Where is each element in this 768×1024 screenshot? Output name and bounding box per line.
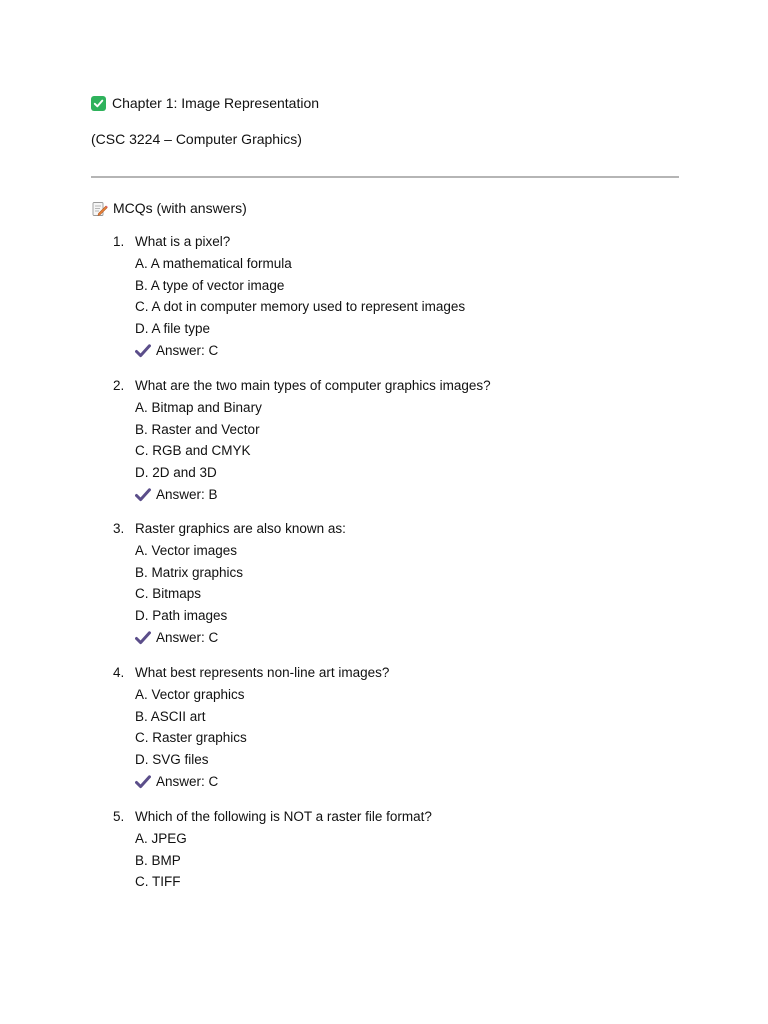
answer-text: Answer: B — [156, 487, 218, 503]
answer-line — [113, 484, 673, 506]
answer-line — [113, 340, 673, 362]
heavy-check-mark-icon — [135, 631, 151, 645]
question-text: Which of the following is NOT a raster file format? — [135, 809, 432, 824]
chapter-title: Chapter 1: Image Representation — [112, 95, 320, 111]
heavy-check-mark-icon — [135, 344, 151, 358]
heavy-check-mark-icon — [135, 775, 151, 789]
question-item — [113, 518, 673, 649]
question-number: 2. — [113, 378, 125, 393]
question-item — [113, 375, 673, 506]
option-d: D. 2D and 3D — [135, 465, 217, 480]
question-text: What are the two main types of computer graphics images? — [135, 378, 491, 393]
option-b: B. Matrix graphics — [135, 564, 244, 580]
question-number: 4. — [113, 665, 125, 680]
section-heading — [91, 198, 247, 218]
answer-text: Answer: C — [156, 630, 219, 646]
answer-text: Answer: C — [156, 774, 219, 790]
white-check-mark-icon — [91, 96, 106, 111]
question-number: 3. — [113, 521, 125, 536]
option-a: A. Vector images — [135, 542, 238, 558]
option-a: A. Vector graphics — [135, 686, 245, 702]
option-a: A. A mathematical formula — [135, 255, 292, 271]
option-c: C. RGB and CMYK — [135, 443, 251, 459]
option-c: C. Raster graphics — [135, 730, 247, 746]
horizontal-divider — [91, 176, 679, 178]
answer-text: Answer: C — [156, 343, 219, 359]
option-c: C. TIFF — [135, 874, 181, 890]
answer-line — [113, 771, 673, 793]
question-number: 1. — [113, 234, 125, 249]
option-c: C. Bitmaps — [135, 586, 202, 602]
course-subtitle: (CSC 3224 – Computer Graphics) — [91, 131, 302, 147]
option-d: D. Path images — [135, 608, 228, 623]
question-item — [113, 662, 673, 793]
question-text: Raster graphics are also known as: — [135, 521, 346, 536]
option-d: D. A file type — [135, 321, 211, 336]
option-a: A. Bitmap and Binary — [135, 399, 262, 415]
option-c: C. A dot in computer memory used to represent images — [135, 299, 466, 315]
question-text: What best represents non-line art images? — [135, 665, 390, 680]
option-d: D. SVG files — [135, 752, 209, 767]
heavy-check-mark-icon — [135, 488, 151, 502]
memo-icon — [91, 200, 108, 217]
question-item — [113, 231, 673, 362]
option-b: B. BMP — [135, 852, 181, 868]
question-text: What is a pixel? — [135, 234, 231, 249]
answer-line — [113, 627, 673, 649]
option-b: B. A type of vector image — [135, 277, 285, 293]
option-b: B. Raster and Vector — [135, 421, 260, 437]
section-title: MCQs (with answers) — [113, 200, 247, 216]
option-a: A. JPEG — [135, 830, 187, 846]
chapter-heading — [91, 93, 319, 113]
question-number: 5. — [113, 809, 125, 824]
question-item — [113, 806, 673, 893]
option-b: B. ASCII art — [135, 708, 206, 724]
